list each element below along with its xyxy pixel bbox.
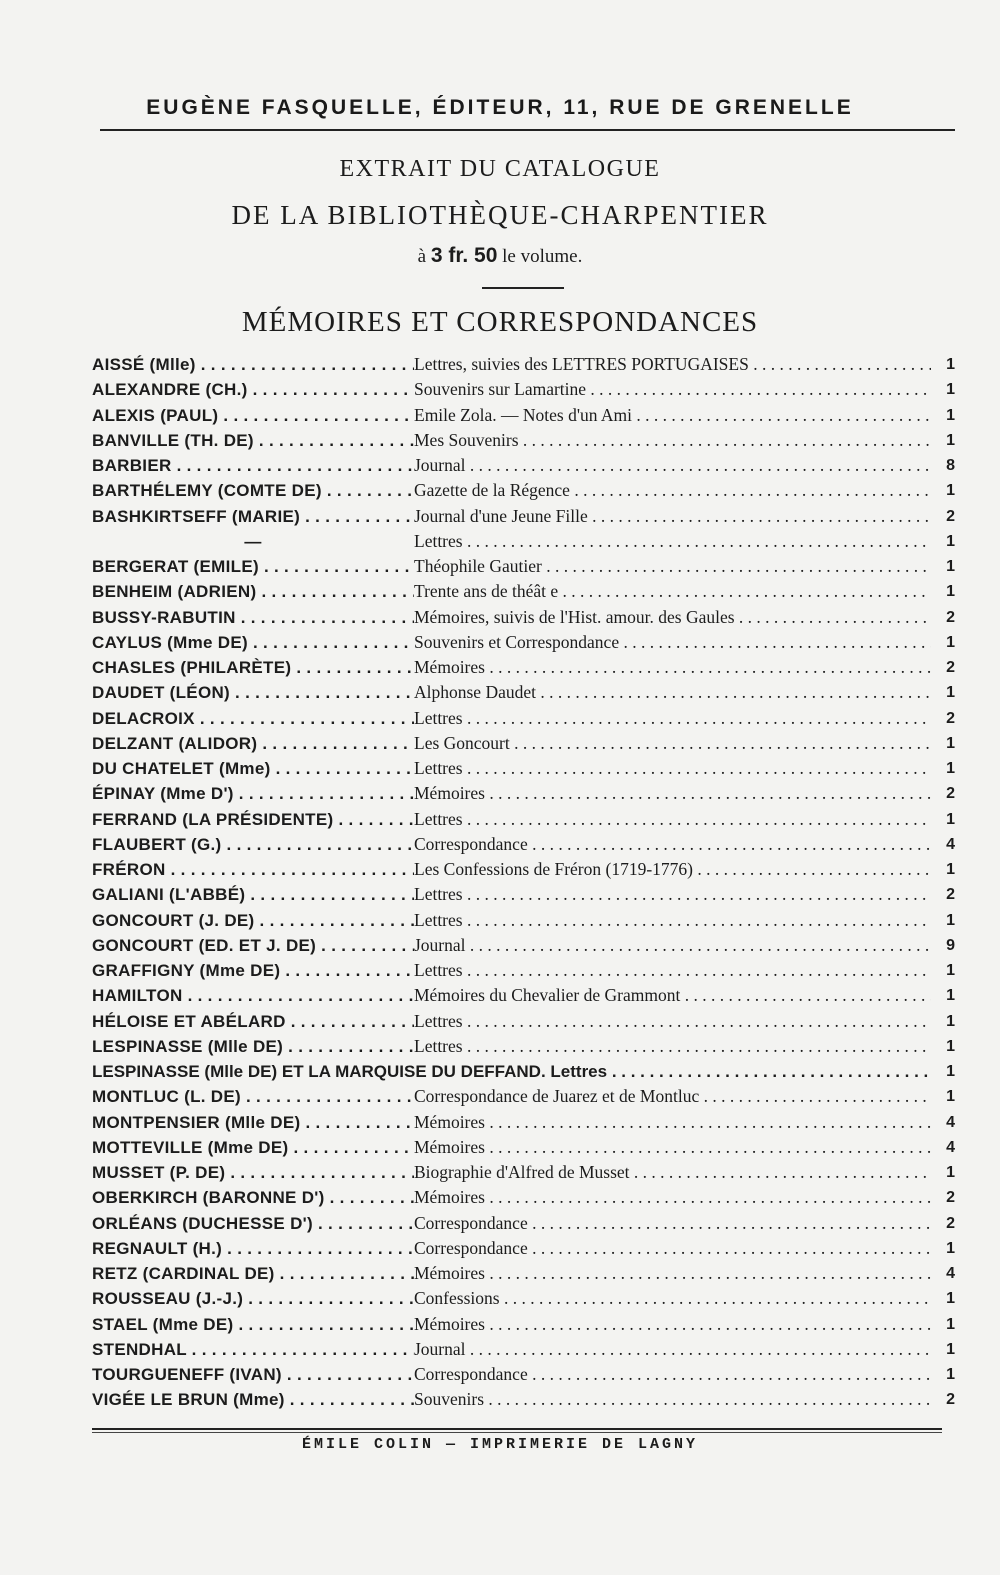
- entry-title: Mémoires . . .: [414, 655, 931, 680]
- entry-author: CAYLUS (Mme DE) . . .: [92, 630, 414, 655]
- entry-volumes: 1: [946, 684, 955, 702]
- entry-title: Théophile Gautier . . .: [414, 554, 931, 579]
- entry-title: Mémoires, suivis de l'Hist. amour. des Gaules . . .: [414, 605, 931, 630]
- entry-volumes: 2: [946, 785, 955, 803]
- entry-author: MOTTEVILLE (Mme DE) . . .: [92, 1135, 414, 1160]
- entry-author: DELACROIX . . .: [92, 706, 414, 731]
- entry-title: Mes Souvenirs . . .: [414, 428, 931, 453]
- entry-volumes: 1: [946, 810, 955, 828]
- entry-title: Journal . . .: [414, 453, 931, 478]
- entry-author: REGNAULT (H.) . . .: [92, 1236, 414, 1261]
- entry-title: Lettres . . .: [414, 1034, 931, 1059]
- catalog-entry: [0, 1236, 1000, 1261]
- entry-title: Mémoires . . .: [414, 1135, 931, 1160]
- entry-title: Correspondance . . .: [414, 1236, 931, 1261]
- entry-author: TOURGUENEFF (IVAN) . . .: [92, 1362, 414, 1387]
- catalog-entry: [0, 630, 1000, 655]
- entry-author: VIGÉE LE BRUN (Mme) . . .: [92, 1387, 414, 1412]
- catalog-entry: [0, 1211, 1000, 1236]
- entry-volumes: 9: [946, 936, 955, 954]
- entry-author: BANVILLE (TH. DE) . . .: [92, 428, 414, 453]
- entry-author: MONTLUC (L. DE) . . .: [92, 1084, 414, 1109]
- entry-volumes: 1: [946, 1290, 955, 1308]
- entry-title: Journal . . .: [414, 933, 931, 958]
- catalog-entry: [0, 605, 1000, 630]
- entry-author: GRAFFIGNY (Mme DE) . . .: [92, 958, 414, 983]
- entry-title: Lettres . . .: [414, 908, 931, 933]
- entry-volumes: 2: [946, 1391, 955, 1409]
- entry-title: Trente ans de théât e . . .: [414, 579, 931, 604]
- entry-title: Mémoires . . .: [414, 1261, 931, 1286]
- catalog-entry: [0, 377, 1000, 402]
- price-suffix: le volume.: [502, 246, 583, 267]
- entry-volumes: 1: [946, 1164, 955, 1181]
- catalog-entry: [0, 781, 1000, 806]
- entry-author: —: [244, 531, 262, 551]
- entry-title: Souvenirs et Correspondance . . .: [414, 630, 931, 655]
- entry-author: STENDHAL . . .: [92, 1337, 414, 1362]
- entry-volumes: 8: [946, 457, 955, 474]
- entry-title: Emile Zola. — Notes d'un Ami . . .: [414, 403, 931, 428]
- entry-author: CHASLES (PHILARÈTE) . . .: [92, 655, 414, 680]
- price-value: 3 fr. 50: [430, 244, 498, 267]
- catalog-entry: [0, 983, 1000, 1008]
- entry-volumes: 1: [946, 962, 955, 979]
- entry-title: Mémoires . . .: [414, 781, 931, 806]
- entry-title: Confessions . . .: [414, 1286, 931, 1311]
- header-rule: [100, 129, 955, 131]
- entry-volumes: 1: [946, 1037, 955, 1055]
- entry-title: Lettres . . .: [414, 529, 931, 554]
- entry-volumes: 1: [946, 406, 955, 424]
- entry-title: Correspondance . . .: [414, 1362, 931, 1387]
- entry-title: Lettres . . .: [414, 958, 931, 983]
- catalog-title: EXTRAIT DU CATALOGUE: [339, 156, 661, 182]
- entry-volumes: 4: [946, 1113, 955, 1131]
- entry-title: Journal . . .: [414, 1337, 931, 1362]
- catalog-entry: [0, 655, 1000, 680]
- entry-author: BERGERAT (EMILE) . . .: [92, 554, 414, 579]
- price-prefix: à: [417, 246, 427, 267]
- entry-author: MUSSET (P. DE) . . .: [92, 1160, 414, 1185]
- entry-volumes: 2: [946, 659, 955, 676]
- entry-author: HÉLOISE ET ABÉLARD . . .: [92, 1009, 414, 1034]
- entry-volumes: 2: [946, 1214, 955, 1232]
- entry-title: Mémoires . . .: [414, 1185, 931, 1210]
- entry-volumes: 1: [946, 532, 955, 550]
- entry-volumes: 1: [946, 861, 955, 878]
- catalog-entries: [0, 352, 1000, 1413]
- entry-author: OBERKIRCH (BARONNE D') . . .: [92, 1185, 414, 1210]
- entry-title: Correspondance . . .: [414, 1211, 931, 1236]
- catalog-entry: [0, 1135, 1000, 1160]
- entry-volumes: 1: [946, 734, 955, 752]
- catalog-entry: [0, 453, 1000, 478]
- catalog-entry: [0, 933, 1000, 958]
- entry-volumes: 1: [946, 381, 955, 399]
- entry-volumes: 1: [946, 987, 955, 1005]
- catalog-entry: [0, 1034, 1000, 1059]
- entry-title: Mémoires . . .: [414, 1110, 931, 1135]
- entry-title: Correspondance de Juarez et de Montluc . . .: [414, 1084, 931, 1109]
- entry-title: Journal d'une Jeune Fille . . .: [414, 504, 931, 529]
- catalog-entry: [0, 1286, 1000, 1311]
- short-rule: [482, 287, 564, 289]
- entry-volumes: 4: [946, 835, 955, 853]
- entry-title: Les Confessions de Fréron (1719-1776) . . .: [414, 857, 931, 882]
- catalog-entry: [0, 1059, 1000, 1084]
- entry-author: BUSSY-RABUTIN . . .: [92, 605, 414, 630]
- entry-volumes: 1: [946, 431, 955, 449]
- footer-rule: [92, 1428, 942, 1430]
- entry-title: Lettres . . .: [414, 807, 931, 832]
- entry-volumes: 1: [946, 356, 955, 373]
- entry-volumes: 1: [946, 1012, 955, 1030]
- entry-volumes: 4: [946, 1138, 955, 1156]
- entry-volumes: 1: [946, 1239, 955, 1257]
- catalog-entry: [0, 1337, 1000, 1362]
- entry-title: Souvenirs . . .: [414, 1387, 931, 1412]
- entry-volumes: 2: [946, 886, 955, 904]
- entry-author: RETZ (CARDINAL DE) . . .: [92, 1261, 414, 1286]
- entry-volumes: 2: [946, 608, 955, 626]
- entry-title: Lettres . . .: [414, 1009, 931, 1034]
- entry-volumes: 1: [946, 558, 955, 575]
- catalog-entry: [0, 706, 1000, 731]
- entry-volumes: 1: [946, 1340, 955, 1358]
- entry-full-line: LESPINASSE (Mlle DE) ET LA MARQUISE DU DEFFAND. Lettres . . .: [92, 1059, 931, 1084]
- catalog-entry: [0, 579, 1000, 604]
- section-title: MÉMOIRES ET CORRESPONDANCES: [241, 306, 759, 338]
- entry-title: Alphonse Daudet . . .: [414, 680, 931, 705]
- catalog-entry: [0, 857, 1000, 882]
- entry-title: Les Goncourt . . .: [414, 731, 931, 756]
- entry-author: BARTHÉLEMY (COMTE DE) . . .: [92, 478, 414, 503]
- entry-author: BASHKIRTSEFF (MARIE) . . .: [92, 504, 414, 529]
- catalog-entry: [0, 554, 1000, 579]
- catalog-entry: [0, 1362, 1000, 1387]
- entry-author: MONTPENSIER (Mlle DE) . . .: [92, 1110, 414, 1135]
- entry-title: Correspondance . . .: [414, 832, 931, 857]
- catalog-entry: [0, 958, 1000, 983]
- catalog-entry: [0, 908, 1000, 933]
- entry-author: AISSÉ (Mlle) . . .: [92, 352, 414, 377]
- entry-title: Lettres . . .: [414, 706, 931, 731]
- entry-title: Mémoires . . .: [414, 1312, 931, 1337]
- entry-author: DELZANT (ALIDOR) . . .: [92, 731, 414, 756]
- publisher-header: EUGÈNE FASQUELLE, ÉDITEUR, 11, RUE DE GRENELLE: [146, 96, 854, 119]
- entry-author: GONCOURT (J. DE) . . .: [92, 908, 414, 933]
- catalog-entry: [0, 1387, 1000, 1412]
- catalog-entry: [0, 1185, 1000, 1210]
- entry-author: ORLÉANS (DUCHESSE D') . . .: [92, 1211, 414, 1236]
- entry-author: DAUDET (LÉON) . . .: [92, 680, 414, 705]
- entry-author: GONCOURT (ED. ET J. DE) . . .: [92, 933, 414, 958]
- entry-volumes: 1: [946, 633, 955, 651]
- catalog-entry: [0, 680, 1000, 705]
- entry-volumes: 1: [946, 760, 955, 777]
- entry-author: FRÉRON . . .: [92, 857, 414, 882]
- catalog-entry: [0, 1110, 1000, 1135]
- entry-author: BARBIER . . .: [92, 453, 414, 478]
- entry-title: Biographie d'Alfred de Musset . . .: [414, 1160, 931, 1185]
- entry-volumes: 1: [946, 1088, 955, 1106]
- footer-rule-thin: [92, 1432, 942, 1433]
- entry-author: FLAUBERT (G.) . . .: [92, 832, 414, 857]
- entry-author: GALIANI (L'ABBÉ) . . .: [92, 882, 414, 907]
- entry-title: Lettres . . .: [414, 882, 931, 907]
- entry-volumes: 2: [946, 507, 955, 525]
- catalog-entry: [0, 1312, 1000, 1337]
- catalog-subtitle: DE LA BIBLIOTHÈQUE-CHARPENTIER: [231, 200, 769, 230]
- entry-volumes: 1: [946, 1366, 955, 1383]
- entry-author: STAEL (Mme DE) . . .: [92, 1312, 414, 1337]
- catalog-entry: [0, 807, 1000, 832]
- entry-author: LESPINASSE (Mlle DE) . . .: [92, 1034, 414, 1059]
- catalog-entry: [0, 504, 1000, 529]
- catalog-entry: [0, 756, 1000, 781]
- catalog-entry: [0, 832, 1000, 857]
- entry-author: ALEXIS (PAUL) . . .: [92, 403, 414, 428]
- entry-author: DU CHATELET (Mme) . . .: [92, 756, 414, 781]
- entry-volumes: 1: [946, 482, 955, 500]
- price-line: [0, 244, 1000, 268]
- catalog-entry: [0, 403, 1000, 428]
- entry-volumes: 2: [946, 709, 955, 727]
- entry-title: Lettres, suivies des LETTRES PORTUGAISES . . .: [414, 352, 931, 377]
- catalog-entry: [0, 1084, 1000, 1109]
- entry-volumes: 1: [946, 1063, 955, 1080]
- catalog-entry: [0, 1160, 1000, 1185]
- entry-author: BENHEIM (ADRIEN) . . .: [92, 579, 414, 604]
- entry-volumes: 1: [946, 911, 955, 929]
- entry-volumes: 1: [946, 1315, 955, 1333]
- entry-author: ROUSSEAU (J.-J.) . . .: [92, 1286, 414, 1311]
- entry-author: ALEXANDRE (CH.) . . .: [92, 377, 414, 402]
- catalog-entry: [0, 731, 1000, 756]
- entry-volumes: 1: [946, 583, 955, 601]
- entry-author: ÉPINAY (Mme D') . . .: [92, 781, 414, 806]
- entry-volumes: 4: [946, 1265, 955, 1282]
- entry-title: Lettres . . .: [414, 756, 931, 781]
- entry-volumes: 2: [946, 1189, 955, 1207]
- entry-author: FERRAND (LA PRÉSIDENTE) . . .: [92, 807, 414, 832]
- printer-footer: ÉMILE COLIN — IMPRIMERIE DE LAGNY: [301, 1436, 699, 1453]
- catalog-entry: [0, 478, 1000, 503]
- catalog-entry: [0, 882, 1000, 907]
- catalog-entry: [0, 1261, 1000, 1286]
- catalog-entry: [0, 428, 1000, 453]
- entry-title: Souvenirs sur Lamartine . . .: [414, 377, 931, 402]
- catalog-entry: [0, 352, 1000, 377]
- entry-author: HAMILTON . . .: [92, 983, 414, 1008]
- catalog-entry: [0, 1009, 1000, 1034]
- entry-title: Mémoires du Chevalier de Grammont . . .: [414, 983, 931, 1008]
- entry-title: Gazette de la Régence . . .: [414, 478, 931, 503]
- catalog-entry: [0, 529, 1000, 554]
